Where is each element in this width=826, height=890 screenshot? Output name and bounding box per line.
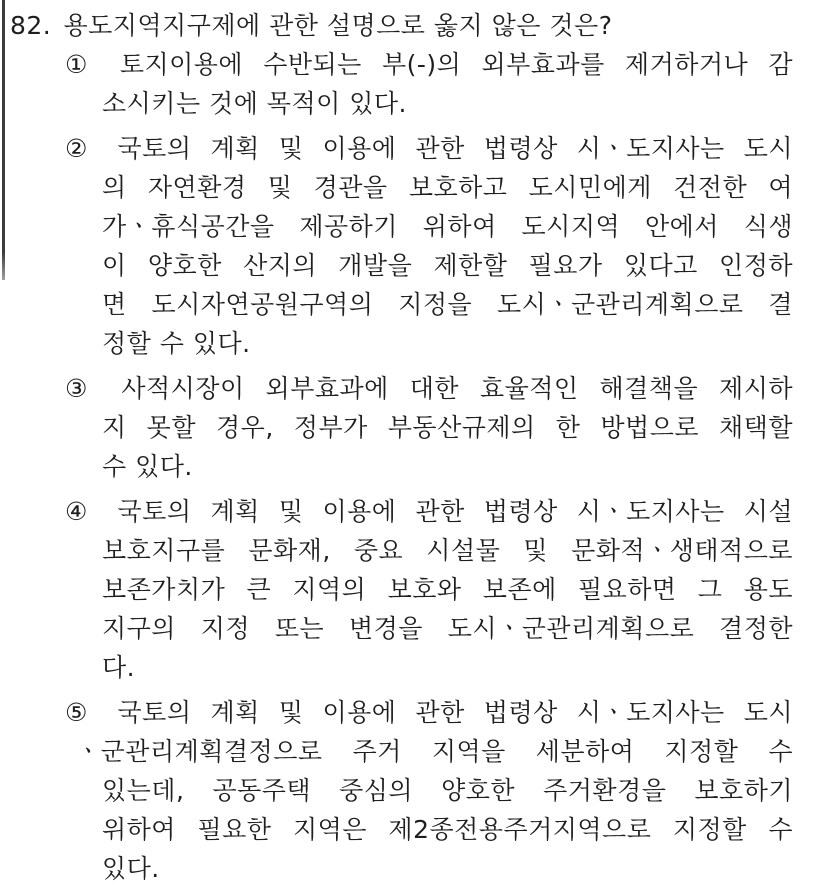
question-block	[10, 6, 793, 888]
choice-3-line-3: 수 있다.	[102, 452, 193, 481]
choice-3-line-1	[10, 369, 793, 408]
choice-1	[10, 45, 793, 123]
choice-4-line-5: 다.	[102, 653, 136, 682]
choice-5-line-5: 있다.	[102, 854, 160, 883]
choice-5-line-1	[10, 693, 793, 732]
choice-3-text: 사적시장이 외부효과에 대한 효율적인 해결책을 제시하	[121, 374, 794, 403]
choice-5-line-3: 있는데, 공동주택 중심의 양호한 주거환경을 보호하기	[102, 776, 793, 805]
choice-2-text: 국토의 계획 및 이용에 관한 법령상 시ㆍ도지사는 도시	[117, 134, 793, 163]
choice-4-line-3: 보존가치가 큰 지역의 보호와 보존에 필요하면 그 용도	[102, 575, 793, 604]
choice-2-line-1	[10, 129, 793, 168]
choice-2-line-2: 의 자연환경 및 경관을 보호하고 도시민에게 건전한 여	[102, 173, 793, 202]
choice-2-line-3: 가ㆍ휴식공간을 제공하기 위하여 도시지역 안에서 식생	[102, 212, 793, 241]
scan-edge-line	[2, 0, 5, 280]
choice-3-line-2: 지 못할 경우, 정부가 부동산규제의 한 방법으로 채택할	[102, 413, 793, 442]
question-line	[10, 6, 793, 45]
choice-2-marker: ②	[65, 134, 99, 163]
question-number: 82.	[10, 11, 52, 40]
choice-4-line-2: 보호지구를 문화재, 중요 시설물 및 문화적ㆍ생태적으로	[102, 536, 793, 565]
choice-4-line-4: 지구의 지정 또는 변경을 도시ㆍ군관리계획으로 결정한	[102, 614, 793, 643]
choice-2	[10, 129, 793, 363]
choice-5-text: 국토의 계획 및 이용에 관한 법령상 시ㆍ도지사는 도시	[117, 698, 793, 727]
choice-5-marker: ⑤	[65, 698, 99, 727]
choice-4	[10, 492, 793, 687]
choice-1-line-1	[10, 45, 793, 84]
choice-3-marker: ③	[65, 374, 101, 403]
choice-1-text: 토지이용에 수반되는 부(-)의 외부효과를 제거하거나 감	[119, 50, 793, 79]
choice-1-marker: ①	[65, 50, 100, 79]
choice-5-line-4: 위하여 필요한 지역은 제2종전용주거지역으로 지정할 수	[102, 815, 793, 844]
choice-1-line-2: 소시키는 것에 목적이 있다.	[102, 89, 407, 118]
question-text: 용도지역지구제에 관한 설명으로 옳지 않은 것은?	[63, 11, 613, 40]
choice-2-line-5: 면 도시자연공원구역의 지정을 도시ㆍ군관리계획으로 결	[102, 290, 793, 319]
choice-5-line-2: ㆍ군관리계획결정으로 주거 지역을 세분하여 지정할 수	[76, 737, 793, 766]
choice-4-marker: ④	[65, 497, 99, 526]
choice-3	[10, 369, 793, 486]
choice-4-text: 국토의 계획 및 이용에 관한 법령상 시ㆍ도지사는 시설	[117, 497, 793, 526]
choice-4-line-1	[10, 492, 793, 531]
choice-2-line-6: 정할 수 있다.	[102, 329, 251, 358]
choice-5	[10, 693, 793, 888]
choice-2-line-4: 이 양호한 산지의 개발을 제한할 필요가 있다고 인정하	[102, 251, 793, 280]
